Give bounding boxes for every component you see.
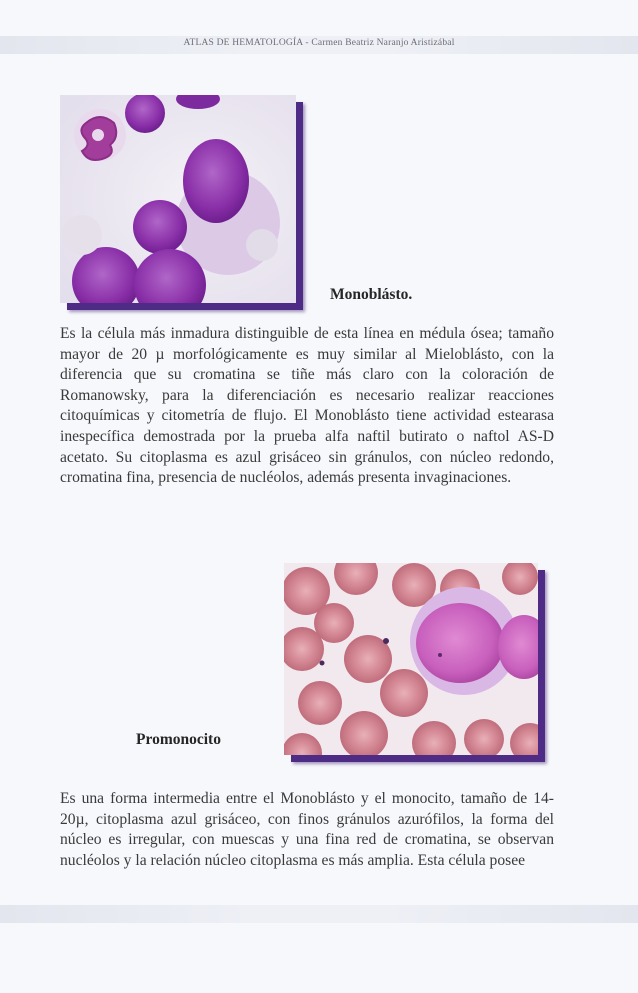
monoblast-micrograph-art xyxy=(60,95,296,303)
promonocyte-caption: Promonocito xyxy=(136,731,221,748)
bottom-scan-band xyxy=(0,905,638,923)
running-header: ATLAS DE HEMATOLOGÍA - Carmen Beatriz Naranjo Aristizábal xyxy=(183,38,455,48)
monoblast-paragraph: Es la célula más inmadura distinguible de esta línea en médula ósea; tamaño mayor de 20 µ morfológicamente es muy similar al Mieloblásto, con la diferencia que su cromatina se tiñe más claro con la coloración de Romanowsky, para la diferenciación es necesario realizar reacciones citoquímicas y citometría de flujo. El Monoblásto tiene actividad estearasa inespecífica demostrada por la prueba alfa naftil butirato o naftol AS-D acetato. Su citoplasma es azul grisáceo sin gránulos, con núcleo redondo, cromatina fina, presencia de nucléolos, además presenta invaginaciones. xyxy=(60,325,554,487)
monoblast-micrograph xyxy=(60,95,296,303)
promonocyte-micrograph xyxy=(284,563,538,755)
monoblast-caption: Monoblásto. xyxy=(330,286,413,303)
promonocyte-paragraph: Es una forma intermedia entre el Monoblásto y el monocito, tamaño de 14-20µ, citoplasma azul grisáceo, con finos gránulos azurófilos, la forma del núcleo es irregular, con muescas y una fina red de cromatina, se observan nucléolos y la relación núcleo citoplasma es más amplia. Esta célula posee xyxy=(60,790,554,869)
promonocyte-micrograph-art xyxy=(284,563,538,755)
